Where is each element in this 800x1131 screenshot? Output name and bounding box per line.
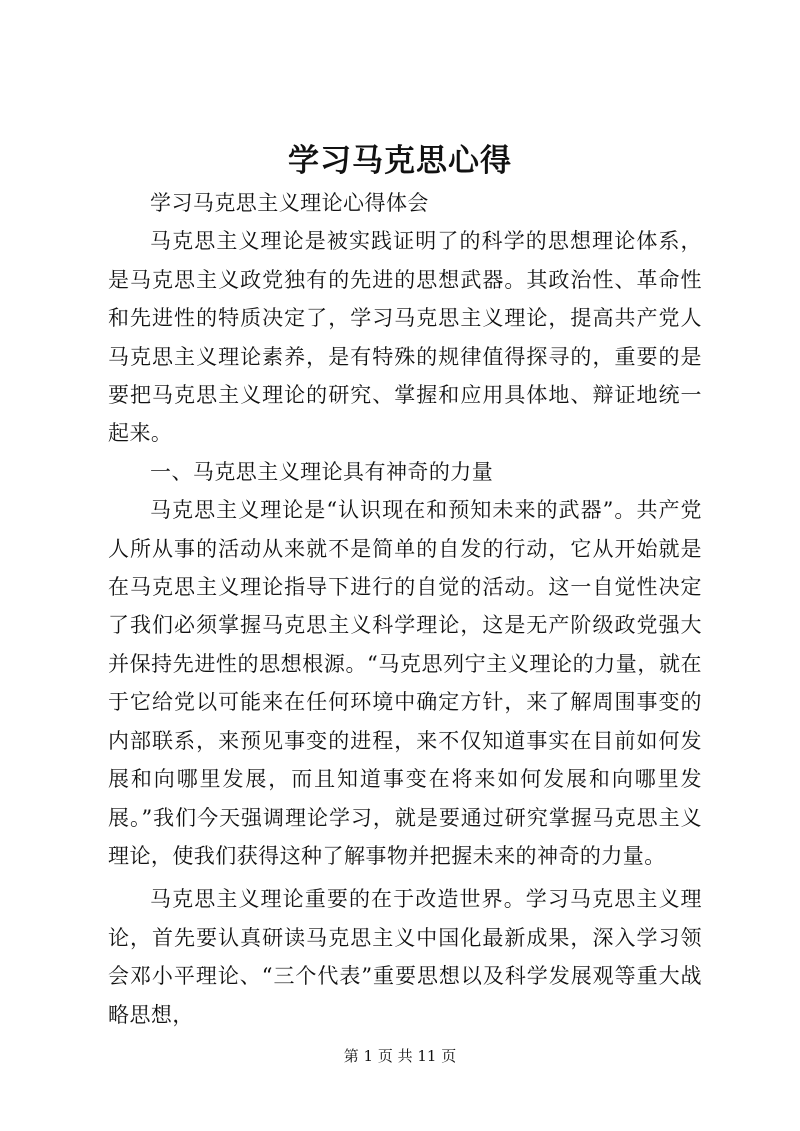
practice-paragraph: 马克思主义理论重要的在于改造世界。学习马克思主义理论，首先要认真研读马克思主义中国化最新成果，深入学习领会邓小平理论、“三个代表”重要思想以及科学发展观等重大战略思想， — [108, 887, 702, 1027]
document-title: 学习马克思心得 — [288, 143, 512, 179]
section-heading: 一、马克思主义理论具有神奇的力量 — [150, 459, 494, 484]
subtitle-paragraph: 学习马克思主义理论心得体会 — [150, 191, 429, 215]
page-number-footer: 第 1 页 共 11 页 — [343, 1047, 457, 1065]
intro-paragraph: 马克思主义理论是被实践证明了的科学的思想理论体系，是马克思主义政党独有的先进的思想武器。其政治性、革命性和先进性的特质决定了，学习马克思主义理论，提高共产党人马克思主义理论素养，是有特殊的规律值得探寻的，重要的是要把马克思主义理论的研究、掌握和应用具体地、辩证地统一起来。 — [108, 229, 702, 446]
document-body — [108, 184, 702, 1034]
theory-paragraph: 马克思主义理论是“认识现在和预知未来的武器”。共产党人所从事的活动从来就不是简单的自发的行动，它从开始就是在马克思主义理论指导下进行的自觉的活动。这一自觉性决定了我们必须掌握马克思主义科学理论，这是无产阶级政党强大并保持先进性的思想根源。“马克思列宁主义理论的力量，就在于它给党以可能来在任何环境中确定方针，来了解周围事变的内部联系，来预见事变的进程，来不仅知道事实在目前如何发展和向哪里发展，而且知道事变在将来如何发展和向哪里发展。”我们今天强调理论学习，就是要通过研究掌握马克思主义理论，使我们获得这种了解事物并把握未来的神奇的力量。 — [108, 498, 702, 868]
